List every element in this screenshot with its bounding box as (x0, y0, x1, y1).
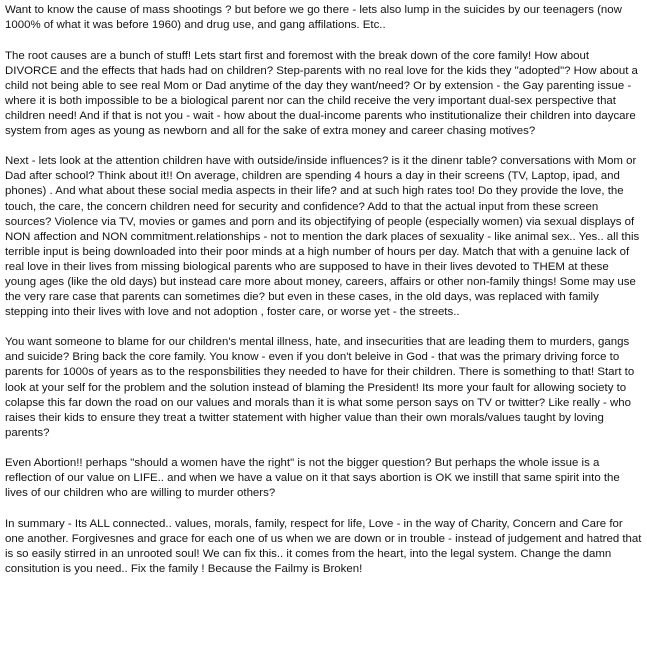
paragraph-abortion: Even Abortion!! perhaps "should a women have the right" is not the bigger question? But perhaps the whole issue is a reflection of our value on LIFE.. and when we have a value on it that says abortion is OK we instill that same spirit into the lives of our children who are willing to murder others? (5, 457, 620, 500)
paragraph-summary: In summary - Its ALL connected.. values, morals, family, respect for life, Love - in the way of Charity, Concern and Care for one another. Forgivesnes and grace for each one of us when we are down or in trouble - instead of judgement and hatred that is so easily stirred in an unrooted soul! We can fix this.. it comes from the heart, into the legal system. Change the damn consitution is you need.. Fix the family ! Because the Failmy is Broken! (5, 517, 642, 575)
paragraph-root-causes: The root causes are a bunch of stuff! Lets start first and foremost with the break down of the core family! How about DIVORCE and the effects that hads had on children? Step-parents with no real love for the kids they "adopted"? How about a child not being able to see real Mom or Dad anytime of the day they want/need? Or by extension - the Gay parenting issue - where it is both impossible to be a biological parent nor can the child receive the very important dual-sex perspective that children need! And if that is not you - wait - how about the dual-income parents who institutionalize their children into daycare system from ages as young as newborn and all for the sake of extra money and career chasing motives? (5, 49, 638, 137)
paragraph-blame: You want someone to blame for our children's mental illness, hate, and insecurities that are leading them to murders, gangs and suicide? Bring back the core family. You know - even if you don't beleive in God - that was the primary driving force to parents for 1000s of years as to the responsbilities they needed to have for their children. There is something to that! Start to look at your self for the problem and the solution instead of blaming the President! Its more your fault for allowing society to colapse this far down the road on our values and morals than it is what some person says on TV or twitter? Like really - who raises their kids to ensure they treat a twitter statement with higher value than their own morals/values taught by loving parents? (5, 336, 635, 439)
paragraph-outside-influences: Next - lets look at the attention children have with outside/inside influences? is it the dinenr table? conversations with Mom or Dad after school? Think about it!! On average, children are spending 4 hours a day in their screens (TV, Laptop, ipad, and phones) . And what about these social media aspects in their life? and at such high rates too! Do they provide the love, the touch, the care, the concern children need for security and confidence? Add to that the actual input from these screen sources? Violence via TV, movies or games and porn and its objectifying of people (especially women) via sexual displays of NON affection and NON commitment.relationships - not to mention the dark places of sexuality - like animal sex.. Yes.. all this terrible input is being downloaded into their poor minds at a high number of hours per day. Match that with a genuine lack of real love in their lives from missing biological parents who are supposed to have in their lives devoted to THEM at these young ages (like the old days) but instead care more about money, careers, affairs or other non-family things! Some may use the very rare case that parents can sometimes die? but even in these cases, in the old days, was replaced with family stepping into their lives with love and not adoption , foster care, or worse yet - the streets.. (5, 155, 640, 318)
paragraph-intro: Want to know the cause of mass shootings ? but before we go there - lets also lump in the suicides by our teenagers (now 1000% of what it was before 1960) and drug use, and gang affilations. Etc.. (5, 4, 622, 32)
